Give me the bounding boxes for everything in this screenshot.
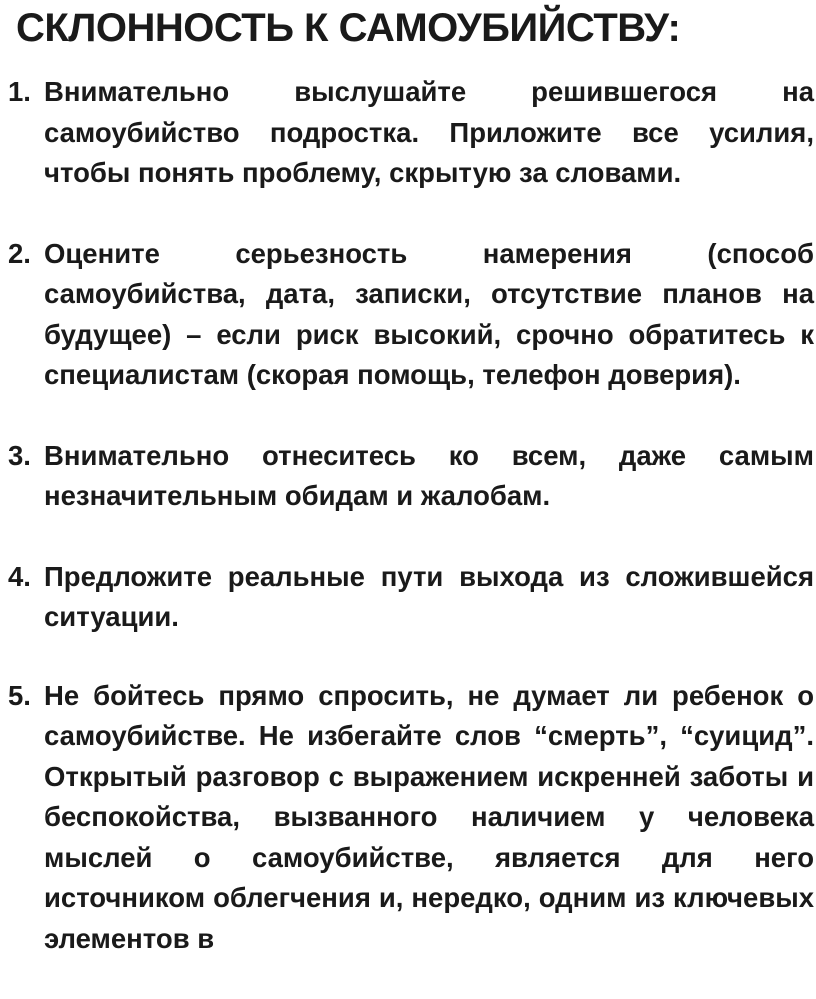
item-text: Предложите реальные пути выхода из сложившейся ситуации. (44, 560, 814, 632)
item-number: 1. (8, 76, 31, 107)
list-item (8, 436, 814, 517)
recommendations-list (0, 72, 816, 999)
list-item (8, 72, 814, 194)
item-number: 5. (8, 679, 31, 711)
item-number: 4. (8, 560, 31, 592)
item-number: 2. (8, 237, 31, 269)
item-text: Оцените серьезность намерения (способ самоубийства, дата, записки, отсутствие планов на будущее) – если риск высокий, срочно обратитесь к специалистам (скорая помощь, телефон доверия). (44, 237, 814, 390)
list-item (8, 557, 814, 638)
item-text: Внимательно выслушайте решившегося на самоубийство подростка. Приложите все усилия, чтобы понять проблему, скрытую за словами. (44, 76, 814, 188)
item-text: Не бойтесь прямо спросить, не думает ли ребенок о самоубийстве. Не избегайте слов “смерть”, “суицид”. Открытый разговор с выражением искренней заботы и беспокойства, вызванного наличием у человека мыслей о самоубийстве, является для него источником облегчения и, нередко, одним из ключевых элементов в (44, 679, 814, 954)
item-text: Внимательно отнеситесь ко всем, даже самым незначительным обидам и жалобам. (44, 439, 814, 511)
item-number: 3. (8, 439, 31, 471)
list-item (8, 676, 814, 960)
page-title: СКЛОННОСТЬ К САМОУБИЙСТВУ: (16, 6, 681, 50)
list-item (8, 234, 814, 396)
